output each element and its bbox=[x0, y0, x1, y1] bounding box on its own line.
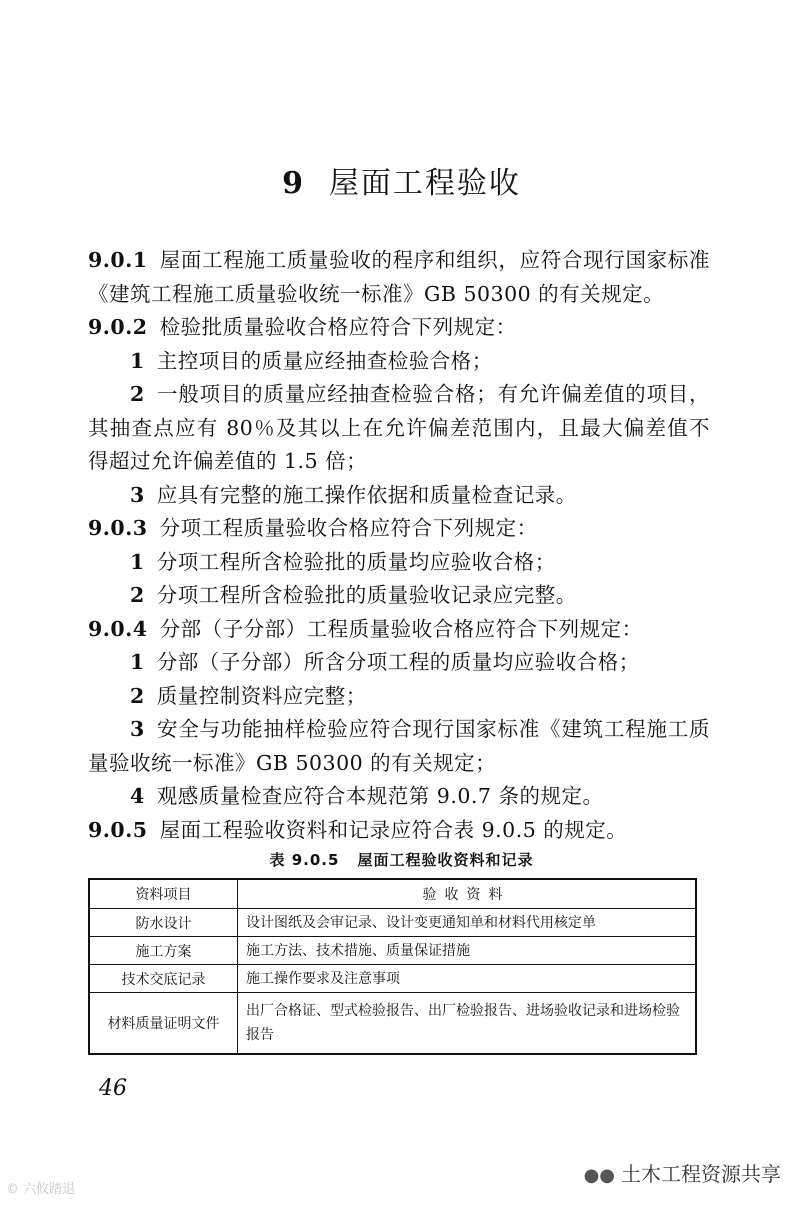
table-header-cell: 验收资料 bbox=[238, 879, 697, 909]
chapter-title bbox=[0, 158, 803, 202]
sub-item-number: 2 bbox=[130, 583, 145, 607]
chapter-number: 9 bbox=[282, 166, 305, 201]
clause-number: 9.0.1 bbox=[88, 248, 148, 272]
sub-item-number: 1 bbox=[130, 650, 145, 674]
page-number: 46 bbox=[99, 1076, 127, 1101]
sub-item-text: 观感质量检查应符合本规范第 9.0.7 条的规定。 bbox=[156, 784, 604, 808]
clause-9-0-3 bbox=[88, 512, 710, 546]
clause-text: 屋面工程施工质量验收的程序和组织，应符合现行国家标准《建筑工程施工质量验收统一标准》GB 50300 的有关规定。 bbox=[88, 248, 710, 306]
table-cell: 施工操作要求及注意事项 bbox=[238, 965, 697, 993]
clause-9-0-1 bbox=[88, 244, 710, 311]
table-cell: 施工方法、技术措施、质量保证措施 bbox=[238, 937, 697, 965]
sub-item-text: 应具有完整的施工操作依据和质量检查记录。 bbox=[156, 482, 577, 507]
table-caption bbox=[0, 849, 803, 870]
watermark-right bbox=[584, 1158, 781, 1187]
table-cell: 材料质量证明文件 bbox=[89, 993, 238, 1055]
table-row bbox=[89, 993, 696, 1055]
sub-item bbox=[88, 579, 710, 613]
watermark-left-text: 六攸踏退 bbox=[23, 1182, 76, 1197]
table-header-cell: 资料项目 bbox=[89, 879, 238, 909]
clause-text: 分项工程质量验收合格应符合下列规定： bbox=[159, 516, 538, 540]
clause-text: 检验批质量验收合格应符合下列规定： bbox=[159, 315, 517, 339]
sub-item-text: 分项工程所含检验批的质量均应验收合格； bbox=[156, 549, 556, 574]
sub-item-number: 1 bbox=[130, 348, 145, 373]
sub-item-number: 1 bbox=[130, 549, 145, 574]
sub-item-text: 安全与功能抽样检验应符合现行国家标准《建筑工程施工质量验收统一标准》GB 50300 的有关规定； bbox=[88, 717, 710, 775]
watermark-left bbox=[6, 1178, 75, 1197]
table-row bbox=[89, 909, 696, 937]
sub-item bbox=[88, 378, 710, 479]
wechat-icon: ●● bbox=[583, 1165, 615, 1186]
sub-item-number: 2 bbox=[130, 683, 145, 708]
sub-item-number: 3 bbox=[130, 717, 145, 741]
clause-9-0-4 bbox=[88, 613, 710, 647]
chapter-title-text: 屋面工程验收 bbox=[328, 166, 521, 201]
sub-item bbox=[88, 713, 710, 780]
clause-number: 9.0.3 bbox=[88, 516, 148, 540]
table-cell: 出厂合格证、型式检验报告、出厂检验报告、进场验收记录和进场检验报告 bbox=[238, 993, 697, 1055]
clause-number: 9.0.4 bbox=[88, 616, 148, 641]
clause-list bbox=[88, 244, 710, 847]
sub-item bbox=[88, 780, 710, 814]
sub-item-text: 一般项目的质量应经抽查检验合格；有允许偏差值的项目，其抽查点应有 80％及其以上在允许偏差范围内，且最大偏差值不得超过允许偏差值的 1.5 倍； bbox=[88, 382, 710, 473]
sub-item-number: 2 bbox=[130, 382, 145, 406]
clause-number: 9.0.5 bbox=[88, 817, 148, 842]
sub-item-number: 4 bbox=[130, 784, 145, 808]
sub-item bbox=[88, 646, 710, 680]
table-row bbox=[89, 937, 696, 965]
clause-text: 分部（子分部）工程质量验收合格应符合下列规定： bbox=[159, 616, 643, 641]
clause-number: 9.0.2 bbox=[88, 315, 148, 339]
clause-text: 屋面工程验收资料和记录应符合表 9.0.5 的规定。 bbox=[159, 817, 628, 842]
sub-item bbox=[88, 546, 710, 580]
sub-item-number: 3 bbox=[130, 482, 145, 507]
sub-item bbox=[88, 680, 710, 714]
table-cell: 防水设计 bbox=[89, 909, 238, 937]
clause-9-0-5 bbox=[88, 814, 710, 848]
watermark-right-text: 土木工程资源共享 bbox=[621, 1162, 781, 1186]
clause-9-0-2 bbox=[88, 311, 710, 345]
sub-item-text: 质量控制资料应完整； bbox=[156, 683, 367, 708]
sub-item-text: 主控项目的质量应经抽查检验合格； bbox=[156, 348, 493, 373]
table-caption-text: 屋面工程验收资料和记录 bbox=[357, 851, 534, 869]
table-cell: 设计图纸及会审记录、设计变更通知单和材料代用核定单 bbox=[238, 909, 697, 937]
sub-item bbox=[88, 345, 710, 379]
table-cell: 施工方案 bbox=[89, 937, 238, 965]
table-row bbox=[89, 965, 696, 993]
copyright-icon: © bbox=[6, 1182, 24, 1197]
table-header-row bbox=[89, 879, 696, 909]
sub-item-text: 分项工程所含检验批的质量验收记录应完整。 bbox=[156, 583, 577, 607]
sub-item bbox=[88, 479, 710, 513]
sub-item-text: 分部（子分部）所含分项工程的质量均应验收合格； bbox=[156, 650, 640, 674]
table-caption-number: 表 9.0.5 bbox=[269, 851, 340, 869]
acceptance-records-table bbox=[88, 878, 697, 1055]
table-cell: 技术交底记录 bbox=[89, 965, 238, 993]
